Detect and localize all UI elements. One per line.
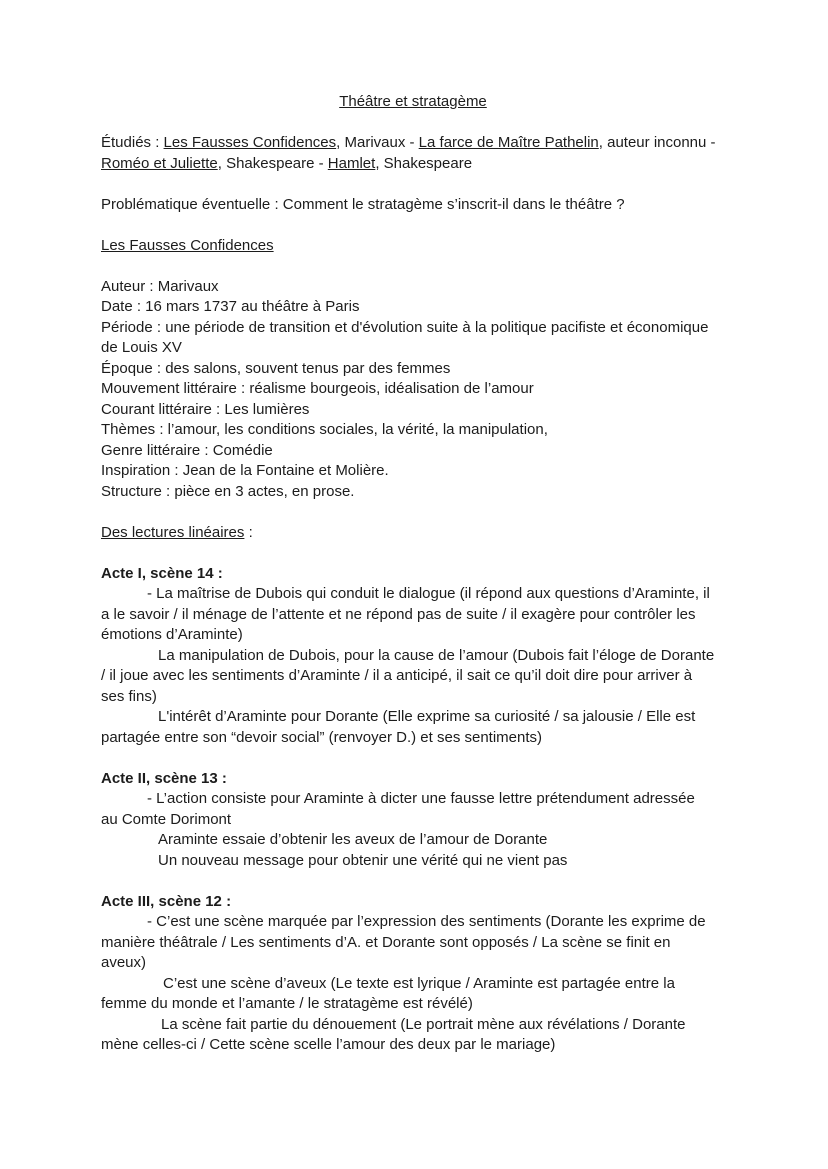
- acte-3-section: [101, 892, 731, 1056]
- acte-1-line: ses fins): [101, 687, 157, 705]
- readings-heading: [101, 523, 731, 544]
- fact-line: de Louis XV: [101, 339, 182, 356]
- facts-list: [101, 277, 731, 503]
- acte-3-heading: Acte III, scène 12 :: [101, 892, 232, 910]
- document-title: Théâtre et stratagème: [339, 93, 487, 110]
- work-maitre-pathelin: La farce de Maître Pathelin: [418, 134, 599, 151]
- readings-heading-text: Des lectures linéaires: [101, 523, 245, 541]
- fact-line: Mouvement littéraire : réalisme bourgeois, idéalisation de l’amour: [101, 380, 534, 397]
- acte-1-heading: Acte I, scène 14 :: [101, 564, 223, 582]
- studied-separator: , Shakespeare -: [217, 154, 328, 172]
- acte-3-line: C’est une scène d’aveux (Le texte est lyrique / Araminte est partagée entre la: [163, 974, 675, 992]
- acte-3-line: manière théâtrale / Les sentiments d’A. et Dorante sont opposés / La scène se finit en: [101, 933, 671, 951]
- work-hamlet: Hamlet: [327, 154, 376, 172]
- readings-heading-suffix: :: [244, 523, 253, 541]
- studied-label: Étudiés :: [101, 134, 164, 151]
- acte-1-line: / il joue avec les sentiments d’Araminte / il a anticipé, il sait ce qu’il doit dire pour arriver à: [101, 667, 693, 684]
- acte-1-line: - La maîtrise de Dubois qui conduit le dialogue (il répond aux questions d’Araminte, il: [147, 585, 710, 602]
- acte-1-line: partagée entre son “devoir social” (renvoyer D.) et ses sentiments): [101, 728, 543, 746]
- acte-2-line: Un nouveau message pour obtenir une vérité qui ne vient pas: [158, 851, 568, 869]
- acte-1-line: La manipulation de Dubois, pour la cause de l’amour (Dubois fait l’éloge de Dorante: [158, 646, 715, 664]
- acte-1-line: L'intérêt d’Araminte pour Dorante (Elle exprime sa curiosité / sa jalousie / Elle est: [158, 708, 696, 725]
- section-heading-fausses-confidences: Les Fausses Confidences: [101, 236, 274, 254]
- acte-1-line: a le savoir / il ménage de l’attente et ne répond pas de suite / il exagère pour contrôler les: [101, 605, 696, 623]
- studied-separator: , Shakespeare: [375, 154, 473, 172]
- acte-1-section: [101, 564, 731, 749]
- acte-2-heading: Acte II, scène 13 :: [101, 769, 227, 787]
- studied-works-line-2: [101, 154, 731, 175]
- fact-line: Inspiration : Jean de la Fontaine et Molière.: [101, 462, 389, 479]
- work-romeo-juliette: Roméo et Juliette: [101, 154, 218, 172]
- fact-line: Date : 16 mars 1737 au théâtre à Paris: [101, 298, 360, 315]
- fact-line: Époque : des salons, souvent tenus par des femmes: [101, 359, 451, 377]
- document-page: [101, 92, 731, 1056]
- acte-3-line: - C’est une scène marquée par l’expression des sentiments (Dorante les exprime de: [147, 913, 706, 930]
- acte-3-line: femme du monde et l’amante / le stratagème est révélé): [101, 995, 473, 1012]
- fact-line: Période : une période de transition et d'évolution suite à la politique pacifiste et économique: [101, 318, 709, 336]
- fact-line: Genre littéraire : Comédie: [101, 441, 273, 459]
- acte-3-line: mène celles-ci / Cette scène scelle l’amour des deux par le mariage): [101, 1036, 556, 1053]
- acte-3-line: aveux): [101, 954, 147, 971]
- acte-3-line: La scène fait partie du dénouement (Le portrait mène aux révélations / Dorante: [161, 1015, 686, 1033]
- fact-line: Auteur : Marivaux: [101, 277, 219, 295]
- acte-1-line: émotions d’Araminte): [101, 626, 243, 643]
- fact-line: Thèmes : l’amour, les conditions sociales, la vérité, la manipulation,: [101, 421, 548, 438]
- studied-separator: , Marivaux -: [336, 134, 419, 151]
- acte-2-line: au Comte Dorimont: [101, 810, 232, 828]
- acte-2-line: - L’action consiste pour Araminte à dicter une fausse lettre prétendument adressée: [147, 790, 695, 807]
- problematic-line: Problématique éventuelle : Comment le stratagème s’inscrit-il dans le théâtre ?: [101, 195, 625, 213]
- fact-line: Courant littéraire : Les lumières: [101, 400, 310, 418]
- acte-2-line: Araminte essaie d’obtenir les aveux de l’amour de Dorante: [158, 831, 548, 848]
- work-fausses-confidences: Les Fausses Confidences: [163, 134, 337, 151]
- studied-separator: , auteur inconnu -: [598, 134, 716, 151]
- fact-line: Structure : pièce en 3 actes, en prose.: [101, 482, 355, 500]
- acte-2-section: [101, 769, 731, 872]
- studied-works-line-1: [101, 133, 731, 154]
